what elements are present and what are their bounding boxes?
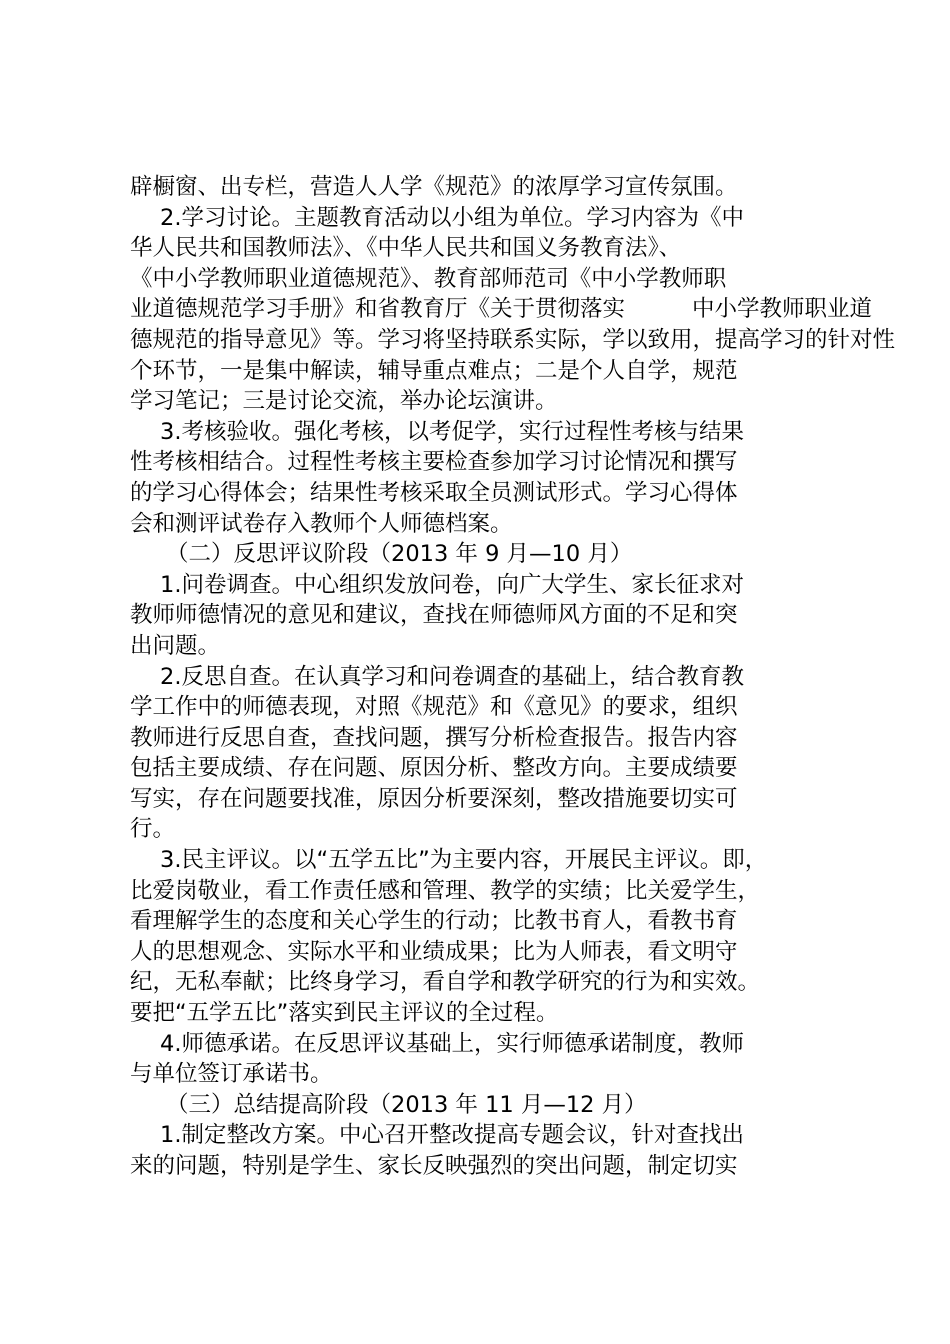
text-line-24: 比爱岗敬业，看工作责任感和管理、教学的实绩；比关爱学生，: [130, 877, 761, 904]
text-line-30: 与单位签订承诺书。: [130, 1061, 333, 1088]
text-line-32: 1.制定整改方案。中心召开整改提高专题会议，针对查找出: [160, 1122, 744, 1149]
text-line-1: 辟橱窗、出专栏，营造人人学《规范》的浓厚学习宣传氛围。: [130, 174, 738, 200]
text-line-6: 德规范的指导意见》等。学习将坚持联系实际，学以致用，提高学习的针对性: [130, 326, 896, 353]
text-line-12: 会和测评试卷存入教师个人师德档案。: [130, 510, 513, 537]
text-line-17: 2.反思自查。在认真学习和问卷调查的基础上，结合教育教: [160, 663, 744, 690]
text-line-8: 学习笔记；三是讨论交流，举办论坛演讲。: [130, 388, 558, 415]
text-line-15: 教师师德情况的意见和建议，查找在师德师风方面的不足和突: [130, 602, 738, 629]
text-line-27: 纪，无私奉献；比终身学习，看自学和教学研究的行为和实效。: [130, 969, 761, 996]
text-line-5: [130, 294, 873, 325]
text-line-25: 看理解学生的态度和关心学生的行动；比教书育人，看教书育: [130, 908, 738, 935]
section-heading-3: （三）总结提高阶段（2013 年 11 月—12 月）: [166, 1091, 647, 1118]
text-line-22: 行。: [130, 816, 176, 843]
text-line-19: 教师进行反思自查，查找问题，撰写分析检查报告。报告内容: [130, 724, 738, 751]
text-line-28: 要把“五学五比”落实到民主评议的全过程。: [130, 1000, 559, 1027]
document-body: [130, 172, 896, 1182]
text-line-16: 出问题。: [130, 632, 221, 659]
text-line-11: 的学习心得体会；结果性考核采取全员测试形式。学习心得体: [130, 479, 738, 506]
text-line-2: 2.学习讨论。主题教育活动以小组为单位。学习内容为《中: [160, 204, 744, 231]
text-line-29: 4.师德承诺。在反思评议基础上，实行师德承诺制度，教师: [160, 1030, 744, 1057]
text-line-18: 学工作中的师德表现，对照《规范》和《意见》的要求，组织: [130, 694, 738, 721]
text-line-7: 个环节，一是集中解读，辅导重点难点；二是个人自学，规范: [130, 357, 738, 384]
text-line-33: 来的问题，特别是学生、家长反映强烈的突出问题，制定切实: [130, 1153, 738, 1179]
text-line-10: 性考核相结合。过程性考核主要检查参加学习讨论情况和撰写: [130, 449, 738, 476]
text-line-4: 《中小学教师职业道德规范》、教育部师范司《中小学教师职: [130, 265, 727, 292]
text-line-21: 写实，存在问题要找准，原因分析要深刻，整改措施要切实可: [130, 785, 738, 812]
text-line-26: 人的思想观念、实际水平和业绩成果；比为人师表，看文明守: [130, 938, 738, 965]
text-line-5-main: 业道德规范学习手册》和省教育厅《关于贯彻落实: [130, 296, 626, 323]
text-line-14: 1.问卷调查。中心组织发放问卷，向广大学生、家长征求对: [160, 571, 744, 598]
text-line-23: 3.民主评议。以“五学五比”为主要内容，开展民主评议。即，: [160, 847, 768, 874]
section-heading-2: （二）反思评议阶段（2013 年 9 月—10 月）: [166, 541, 633, 568]
text-line-3: 华人民共和国教师法》、《中华人民共和国义务教育法》、: [130, 235, 682, 262]
text-line-9: 3.考核验收。强化考核，以考促学，实行过程性考核与结果: [160, 418, 744, 445]
text-line-20: 包括主要成绩、存在问题、原因分析、整改方向。主要成绩要: [130, 755, 738, 782]
text-line-5-overlay: 中小学教师职业道: [692, 296, 873, 323]
